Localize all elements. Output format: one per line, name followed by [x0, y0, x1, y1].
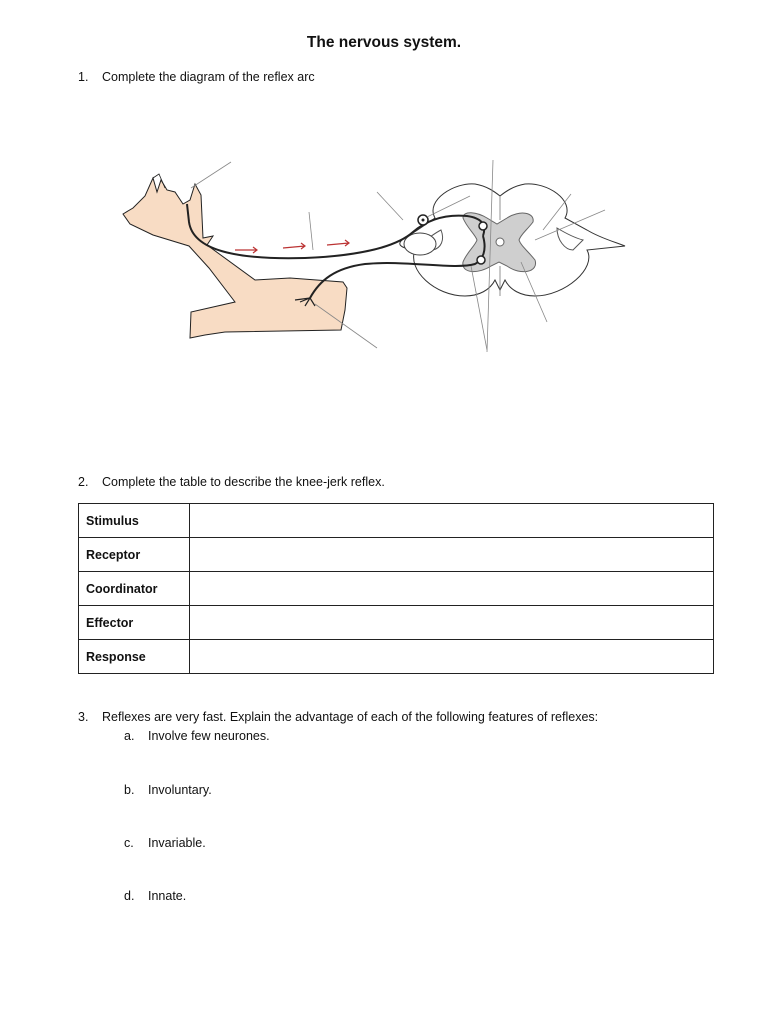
- row-label: Effector: [79, 606, 190, 640]
- sub-question-letter: c.: [124, 836, 134, 850]
- table-row: [79, 538, 714, 572]
- question-2: [78, 475, 385, 489]
- sub-question-text: Innate.: [148, 889, 187, 903]
- sub-question-text: Invariable.: [148, 836, 206, 850]
- row-label: Response: [79, 640, 190, 674]
- sub-question-c: [124, 836, 206, 850]
- sub-question-letter: d.: [124, 889, 135, 903]
- question-number: 1.: [78, 70, 89, 84]
- question-number: 2.: [78, 475, 89, 489]
- sub-question-b: [124, 783, 212, 797]
- table-row: [79, 640, 714, 674]
- sub-question-d: [124, 889, 186, 903]
- sub-question-text: Involve few neurones.: [148, 729, 270, 743]
- knee-jerk-reflex-table: [78, 503, 714, 674]
- question-1: [78, 70, 315, 84]
- sub-question-text: Involuntary.: [148, 783, 212, 797]
- reflex-arc-diagram: [95, 100, 695, 390]
- sub-question-letter: b.: [124, 783, 135, 797]
- row-label: Stimulus: [79, 504, 190, 538]
- question-text: Complete the table to describe the knee-jerk reflex.: [102, 475, 385, 489]
- table-row: [79, 572, 714, 606]
- row-label: Receptor: [79, 538, 190, 572]
- page-title: The nervous system.: [306, 34, 462, 51]
- sub-question-letter: a.: [124, 729, 135, 743]
- table-row: [79, 504, 714, 538]
- answer-cell[interactable]: [190, 572, 714, 606]
- spinal-cord-cross-section: [400, 184, 625, 296]
- row-label: Coordinator: [79, 572, 190, 606]
- table-row: [79, 606, 714, 640]
- answer-cell[interactable]: [190, 640, 714, 674]
- answer-cell[interactable]: [190, 504, 714, 538]
- question-3: [78, 710, 598, 724]
- question-number: 3.: [78, 710, 89, 724]
- answer-cell[interactable]: [190, 606, 714, 640]
- impulse-arrows: [235, 240, 349, 253]
- answer-cell[interactable]: [190, 538, 714, 572]
- sub-question-a: [124, 729, 270, 743]
- question-text: Complete the diagram of the reflex arc: [102, 70, 315, 84]
- question-text: Reflexes are very fast. Explain the advantage of each of the following features of reflexes:: [102, 710, 599, 724]
